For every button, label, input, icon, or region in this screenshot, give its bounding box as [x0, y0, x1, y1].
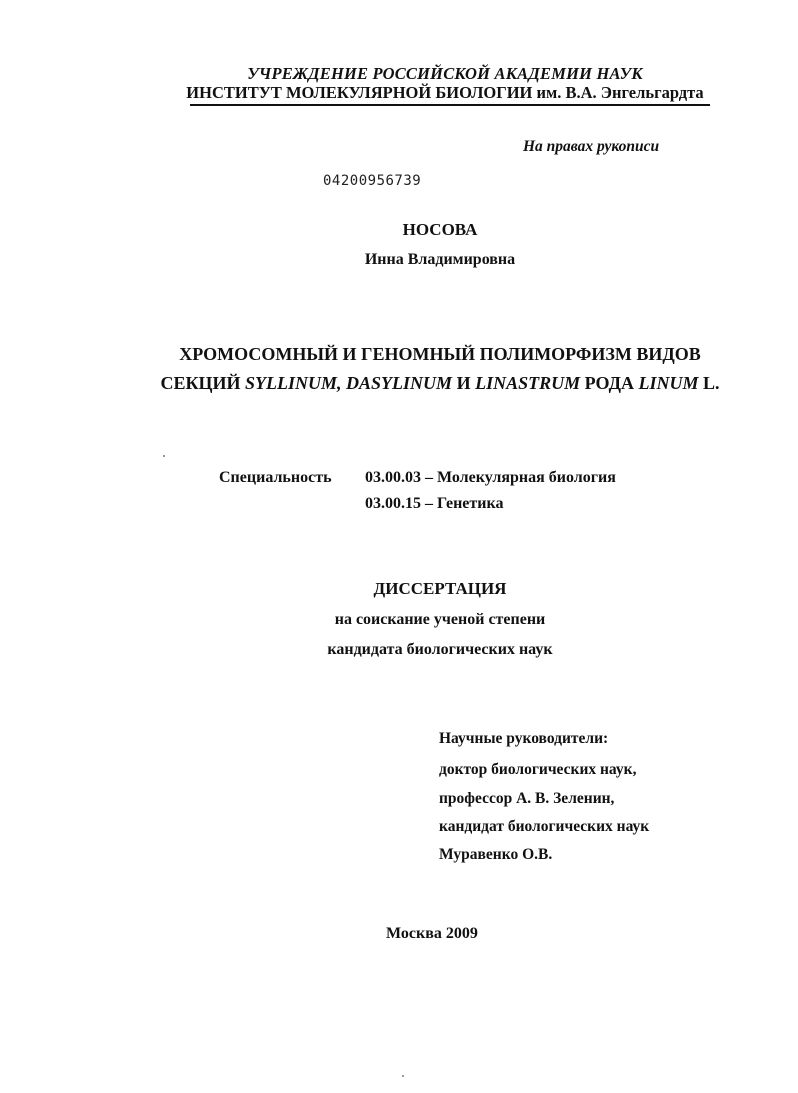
title-taxon: LINASTRUM — [475, 373, 581, 393]
dissertation-degree-line: на соискание ученой степени — [334, 611, 546, 628]
supervisor-line: доктор биологических наук, — [439, 761, 637, 778]
supervisor-line: кандидат биологических наук — [439, 818, 650, 835]
city-year: Москва 2009 — [386, 925, 478, 942]
author-name: Инна Владимировна — [364, 251, 516, 268]
institution-line-2: ИНСТИТУТ МОЛЕКУЛЯРНОЙ БИОЛОГИИ им. В.А. Энгельгардта — [186, 83, 704, 102]
supervisor-line: Муравенко О.В. — [439, 846, 553, 863]
title-line-2 — [0, 373, 798, 394]
supervisors-heading: Научные руководители: — [439, 730, 609, 747]
dissertation-heading: ДИССЕРТАЦИЯ — [373, 579, 507, 598]
dissertation-degree-line: кандидата биологических наук — [327, 641, 553, 658]
title-taxon: SYLLINUM, DASYLINUM — [245, 373, 453, 393]
header-divider — [190, 104, 710, 106]
title-taxon: LINUM — [638, 373, 699, 393]
institution-line-1: УЧРЕЖДЕНИЕ РОССИЙСКОЙ АКАДЕМИИ НАУК — [247, 64, 643, 83]
rights-note: На правах рукописи — [523, 138, 660, 155]
title-text: РОДА — [580, 373, 639, 393]
supervisor-line: профессор А. В. Зеленин, — [439, 790, 615, 807]
specialty-item: 03.00.03 – Молекулярная биология — [365, 469, 616, 486]
scan-speck — [402, 1075, 404, 1077]
specialty-item: 03.00.15 – Генетика — [365, 495, 504, 512]
scan-speck — [163, 455, 165, 457]
title-text: СЕКЦИЙ — [160, 373, 246, 393]
author-surname: НОСОВА — [402, 220, 478, 239]
catalog-code: 04200956739 — [323, 173, 422, 189]
specialty-label: Специальность — [219, 469, 332, 486]
title-text: И — [452, 373, 476, 393]
title-text: L. — [698, 373, 720, 393]
title-line-1: ХРОМОСОМНЫЙ И ГЕНОМНЫЙ ПОЛИМОРФИЗМ ВИДОВ — [179, 344, 701, 364]
